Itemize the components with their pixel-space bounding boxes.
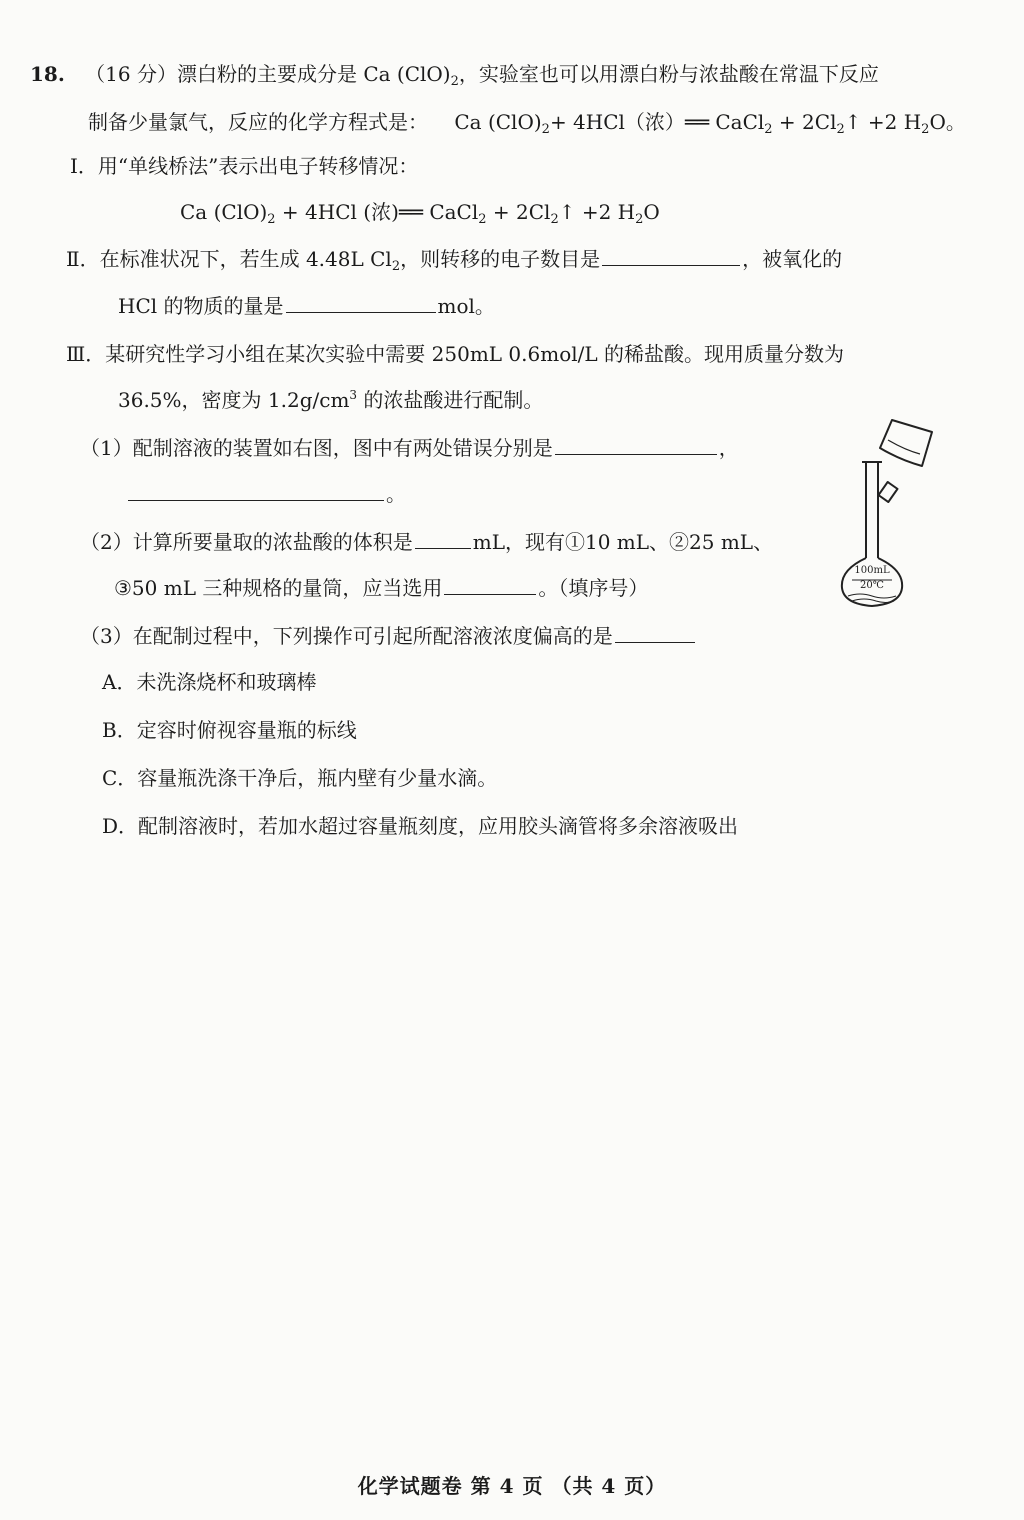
part2-line2: HCl 的物质的量是 mol。 bbox=[118, 294, 495, 318]
answer-blank-volume[interactable] bbox=[415, 528, 471, 549]
sub-question-3: （3）在配制过程中，下列操作可引起所配溶液浓度偏高的是 bbox=[80, 622, 697, 650]
part1-equation: Ca $(ClO)_2 + 4HCl$ (浓)══ CaCl$_2$ + $2Cl_2↑ +2$ $H_2O$ bbox=[180, 200, 660, 227]
sub-question-1-cont: 。 bbox=[126, 480, 406, 508]
stopper-icon bbox=[878, 482, 897, 502]
option-a: A．未洗涤烧杯和玻璃棒 bbox=[102, 670, 317, 694]
answer-blank-error-1[interactable] bbox=[555, 434, 717, 455]
sub-question-1: （1）配制溶液的装置如右图，图中有两处错误分别是 ， bbox=[80, 436, 739, 460]
volumetric-flask-figure bbox=[830, 410, 940, 610]
sub-question-2: （2）计算所要量取的浓盐酸的体积是 mL，现有①10 mL、②25 mL、 bbox=[80, 530, 774, 554]
page-footer: 化学试题卷 第 4 页 （共 4 页） bbox=[357, 1474, 667, 1498]
question-intro-line2: 制备少量氯气，反应的化学方程式是： Ca $(ClO)_2+ 4HCl$（浓）══ CaCl$_2$ + $2Cl_2↑ +2$ $H_2O$。 bbox=[88, 110, 966, 137]
question-score: （16 分） bbox=[85, 62, 177, 86]
answer-blank-hcl-moles[interactable] bbox=[286, 292, 436, 313]
option-d: D．配制溶液时，若加水超过容量瓶刻度，应用胶头滴管将多余溶液吸出 bbox=[102, 814, 739, 838]
answer-blank-choice[interactable] bbox=[615, 622, 695, 643]
option-b: B．定容时俯视容量瓶的标线 bbox=[102, 718, 357, 742]
part3-line1: Ⅲ．某研究性学习小组在某次实验中需要 250mL 0.6mol/L 的稀盐酸。现用质量分数为 bbox=[66, 342, 845, 366]
answer-blank-electrons[interactable] bbox=[602, 245, 740, 266]
reaction-equation: Ca $(ClO)_2+ 4HCl$（浓）══ CaCl$_2$ + $2Cl_2↑ +2$ $H_2O$。 bbox=[454, 110, 966, 137]
option-c: C．容量瓶洗涤干净后，瓶内壁有少量水滴。 bbox=[102, 766, 498, 790]
flask-temp-label: 20℃ bbox=[860, 580, 884, 591]
flask-volume-label: 100mL bbox=[854, 565, 890, 576]
part2-line1: Ⅱ．在标准状况下，若生成 4.48L $Cl_2$，则转移的电子数目是 ，被氧化的 bbox=[66, 247, 843, 274]
flask-neck bbox=[866, 462, 878, 558]
question-intro-line1: 18. （16 分）漂白粉的主要成分是 Ca $(ClO)_2$，实验室也可以用漂白粉与浓盐酸在常温下反应 bbox=[30, 62, 879, 89]
answer-blank-cylinder[interactable] bbox=[444, 574, 536, 595]
sub-question-2-cont: ③50 mL 三种规格的量筒，应当选用 。（填序号） bbox=[114, 576, 649, 600]
answer-blank-error-2[interactable] bbox=[128, 480, 384, 501]
question-number: 18. bbox=[30, 62, 65, 86]
part3-line2: 36.5%，密度为 $1.2g/cm^3$ 的浓盐酸进行配制。 bbox=[118, 388, 544, 412]
part1-label: Ⅰ．用“单线桥法”表示出电子转移情况： bbox=[70, 154, 419, 178]
beaker-icon bbox=[880, 420, 932, 466]
